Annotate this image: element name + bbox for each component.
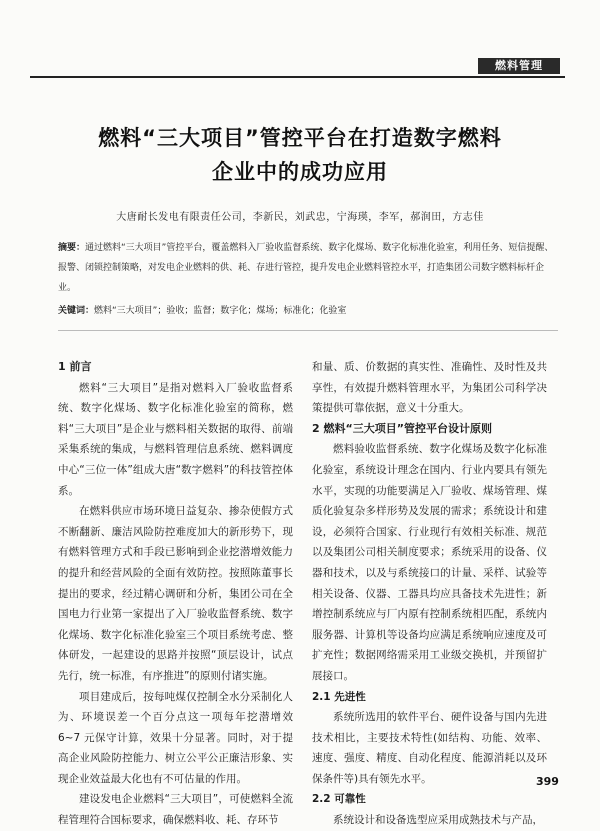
paragraph: 燃料“三大项目”是指对燃料入厂验收监督系统、数字化煤场、数字化标准化验室的简称，燃料“三大项目”是企业与燃料相关数据的取得、前端采集系统的集成，与燃料管理信息系统、燃料调度中心“三位一体”组成大唐“数字燃料”的科技管控体系。 <box>58 381 293 497</box>
author-line: 大唐耐长发电有限责任公司，李新民，刘武忠，宁海瑛，李军，郝润田，方志佳 <box>116 212 484 223</box>
section-heading: 2 燃料“三大项目”管控平台设计原则 <box>312 421 492 435</box>
body-column-right <box>312 357 547 831</box>
keywords-text: 燃料“三大项目”；验收；监督；数字化；煤场；标准化；化验室 <box>94 306 347 316</box>
keywords-label: 关键词： <box>58 306 95 316</box>
paragraph: 在燃料供应市场环境日益复杂、掺杂使假方式不断翻新、廉洁风险防控难度加大的新形势下，现有燃料管理方式和手段已影响到企业挖潜增效能力的提升和经营风险的全面有效防控。按照陈董事长提出的要求，经过精心调研和分析，集团公司在全国电力行业第一家提出了入厂验收监督系统、数字化煤场、数字化标准化验室三个项目系统考虑、整体研发，一起建设的思路并按照“顶层设计，试点先行，统一标准，有序推进”的原则付诸实施。 <box>58 505 293 682</box>
paragraph: 项目建成后，按每吨煤仅控制全水分采制化人为、环境误差一个百分点这一项每年挖潜增效 6~7 元保守计算，效果十分显著。同时，对于提高企业风险防控能力、树立公平公正廉洁形象、实现企业效益最大化也有不可估量的作用。 <box>58 690 293 785</box>
header-divider <box>30 76 565 78</box>
body-column-left <box>58 357 293 831</box>
subsection-heading: 2.2 可靠性 <box>312 793 366 806</box>
abstract <box>58 238 558 298</box>
abstract-label: 摘要： <box>58 243 86 253</box>
article-title-line-2: 企业中的成功应用 <box>212 160 388 184</box>
paragraph: 建设发电企业燃料“三大项目”，可使燃料全流程管理符合国标要求，确保燃料收、耗、存环节 <box>58 793 293 827</box>
page-header <box>0 0 600 78</box>
subsection-heading: 2.1 先进性 <box>312 690 366 703</box>
page-number: 399 <box>536 775 559 788</box>
section-tag: 燃料管理 <box>478 58 560 74</box>
paragraph: 燃料验收监督系统、数字化煤场及数字化标准化验室，系统设计理念在国内、行业内要具有领先水平，实现的功能要满足入厂验收、煤场管理、煤质化验复杂多样形势及发展的需求；系统设计和建设，必须符合国家、行业现行有效相关标准、规范以及集团公司相关制度要求；系统采用的设备、仪器和技术，以及与系统接口的计量、采样、试验等相关设备、仪器、工器具均应具备技术先进性；新增控制系统应与厂内原有控制系统相匹配，系统内服务器、计算机等设备均应满足系统响应速度及可扩充性；数据网络需采用工业级交换机，并预留扩展接口。 <box>312 443 547 682</box>
article-title-line-1: 燃料“三大项目”管控平台在打造数字燃料 <box>98 126 502 150</box>
keywords <box>58 302 558 320</box>
paragraph: 系统设计和设备选型应采用成熟技术与产品， <box>333 814 543 827</box>
paragraph: 系统所选用的软件平台、硬件设备与国内先进技术相比，主要技术特性(如结构、功能、效率、速度、强度、精度、自动化程度、能源消耗以及环保条件等)具有领先水平。 <box>312 711 547 785</box>
section-heading: 1 前言 <box>58 360 92 373</box>
abstract-text: 通过燃料“三大项目”管控平台，覆盖燃料入厂验收监督系统、数字化煤场、数字化标准化验室，利用任务、短信提醒、报警、闭锁控制策略，对发电企业燃料的供、耗、存进行管控，提升发电企业燃料管控水平，打造集团公司数字燃料标杆企业。 <box>58 243 554 293</box>
paragraph: 和量、质、价数据的真实性、准确性、及时性及共享性，有效提升燃料管理水平，为集团公司科学决策提供可靠依据，意义十分重大。 <box>312 361 547 415</box>
abstract-divider <box>58 330 558 331</box>
